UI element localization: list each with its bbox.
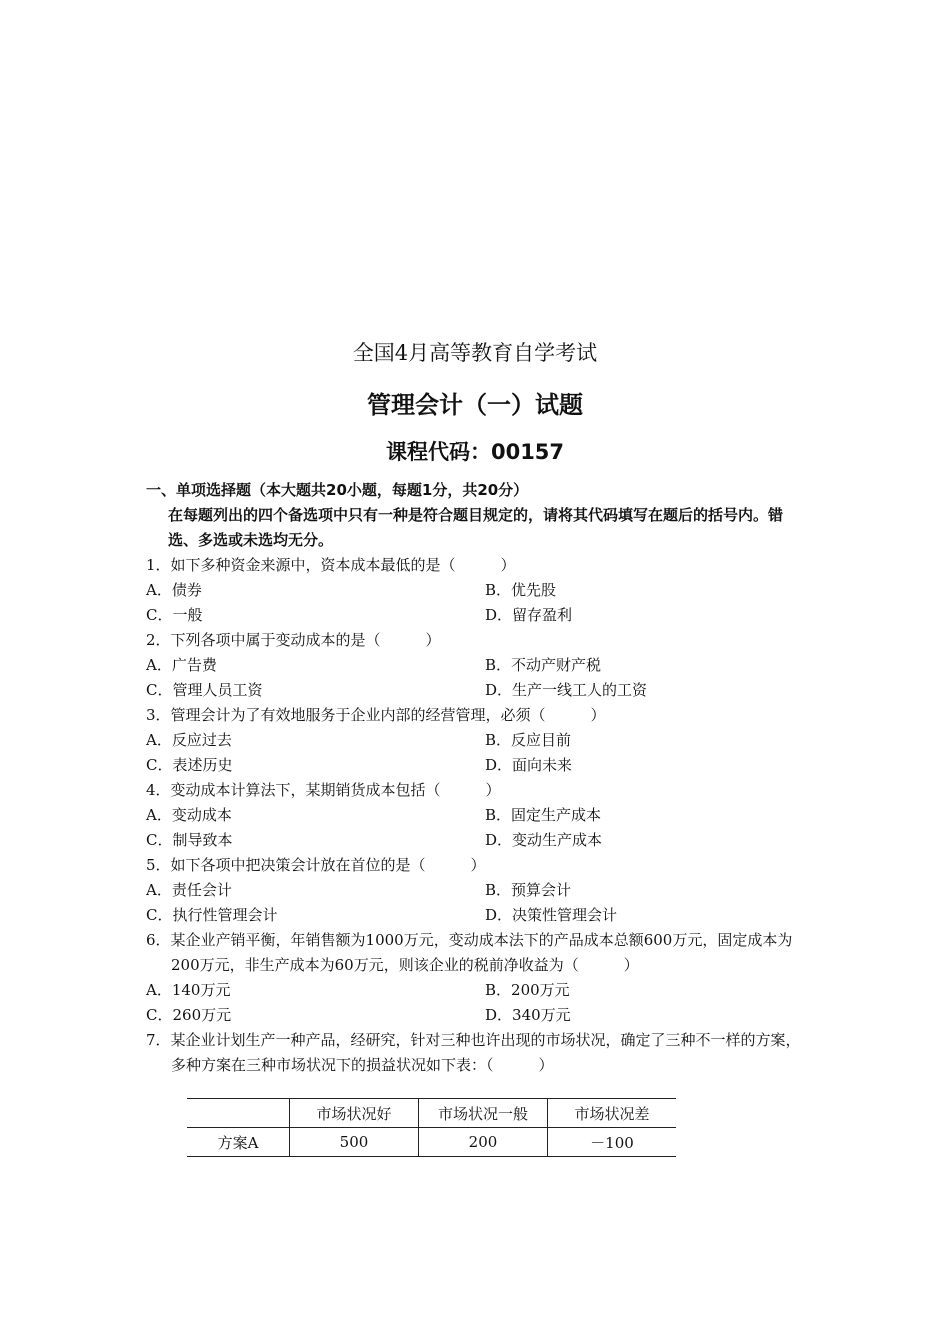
option-list [146, 803, 810, 853]
answer-option: C．制导致本 [146, 831, 233, 849]
answer-option: B．优先股 [485, 581, 557, 599]
answer-option: D．决策性管理会计 [485, 906, 618, 924]
table-cell: 500 [290, 1128, 419, 1157]
option-list [146, 653, 810, 703]
answer-option: D．面向未来 [485, 756, 573, 774]
option-list [146, 728, 810, 778]
payoff-table [187, 1098, 676, 1157]
course-code: 课程代码：00157 [385, 440, 565, 464]
answer-option: B．200万元 [485, 981, 570, 999]
exam-body [146, 478, 810, 1078]
subject-title: 管理会计（一）试题 [367, 391, 583, 419]
table-header-cell: 市场状况好 [290, 1099, 419, 1128]
option-list [146, 578, 810, 628]
answer-option: C．260万元 [146, 1006, 232, 1024]
answer-option: D．340万元 [485, 1006, 571, 1024]
answer-option: A．变动成本 [146, 806, 232, 824]
question-text: 5．如下各项中把决策会计放在首位的是（ ） [146, 856, 486, 874]
table-row [187, 1128, 676, 1157]
answer-option: A．债券 [146, 581, 202, 599]
answer-option: D．留存盈利 [485, 606, 573, 624]
answer-option: A．140万元 [146, 981, 231, 999]
table-header-cell: 市场状况差 [548, 1099, 677, 1128]
option-list [146, 878, 810, 928]
answer-option: D．变动生产成本 [485, 831, 603, 849]
answer-option: B．固定生产成本 [485, 806, 602, 824]
section-instructions: 在每题列出的四个备选项中只有一种是符合题目规定的，请将其代码填写在题后的括号内。错选、多选或未选均无分。 [168, 506, 784, 549]
question-text: 4．变动成本计算法下，某期销货成本包括（ ） [146, 781, 501, 799]
question-text: 2．下列各项中属于变动成本的是（ ） [146, 631, 441, 649]
answer-option: C．执行性管理会计 [146, 906, 278, 924]
option-list [146, 978, 810, 1028]
answer-option: A．广告费 [146, 656, 217, 674]
table-cell: 200 [419, 1128, 548, 1157]
answer-option: B．预算会计 [485, 881, 572, 899]
answer-option: C．管理人员工资 [146, 681, 263, 699]
question-text: 1．如下多种资金来源中，资本成本最低的是（ ） [146, 556, 516, 574]
answer-option: B．反应目前 [485, 731, 572, 749]
question-text: 3．管理会计为了有效地服务于企业内部的经营管理，必须（ ） [146, 706, 606, 724]
question-text: 7．某企业计划生产一种产品，经研究，针对三种也许出现的市场状况，确定了三种不一样的方案，多种方案在三种市场状况下的损益状况如下表：（ ） [146, 1031, 801, 1074]
table-cell: 方案A [187, 1128, 290, 1157]
answer-option: C．一般 [146, 606, 203, 624]
exam-title: 全国4月高等教育自学考试 [352, 341, 598, 365]
answer-option: D．生产一线工人的工资 [485, 681, 648, 699]
section-heading: 一、单项选择题（本大题共20小题，每题1分，共20分） [146, 481, 529, 499]
question-text: 6．某企业产销平衡，年销售额为1000万元，变动成本法下的产品成本总额600万元，固定成本为200万元，非生产成本为60万元，则该企业的税前净收益为（ ） [146, 931, 793, 974]
table-header-cell [187, 1099, 290, 1128]
answer-option: C．表述历史 [146, 756, 233, 774]
table-header-row [187, 1099, 676, 1128]
answer-option: A．反应过去 [146, 731, 232, 749]
table-cell: －100 [548, 1128, 677, 1157]
answer-option: A．责任会计 [146, 881, 232, 899]
answer-option: B．不动产财产税 [485, 656, 602, 674]
question-list [146, 553, 810, 1078]
table-header-cell: 市场状况一般 [419, 1099, 548, 1128]
